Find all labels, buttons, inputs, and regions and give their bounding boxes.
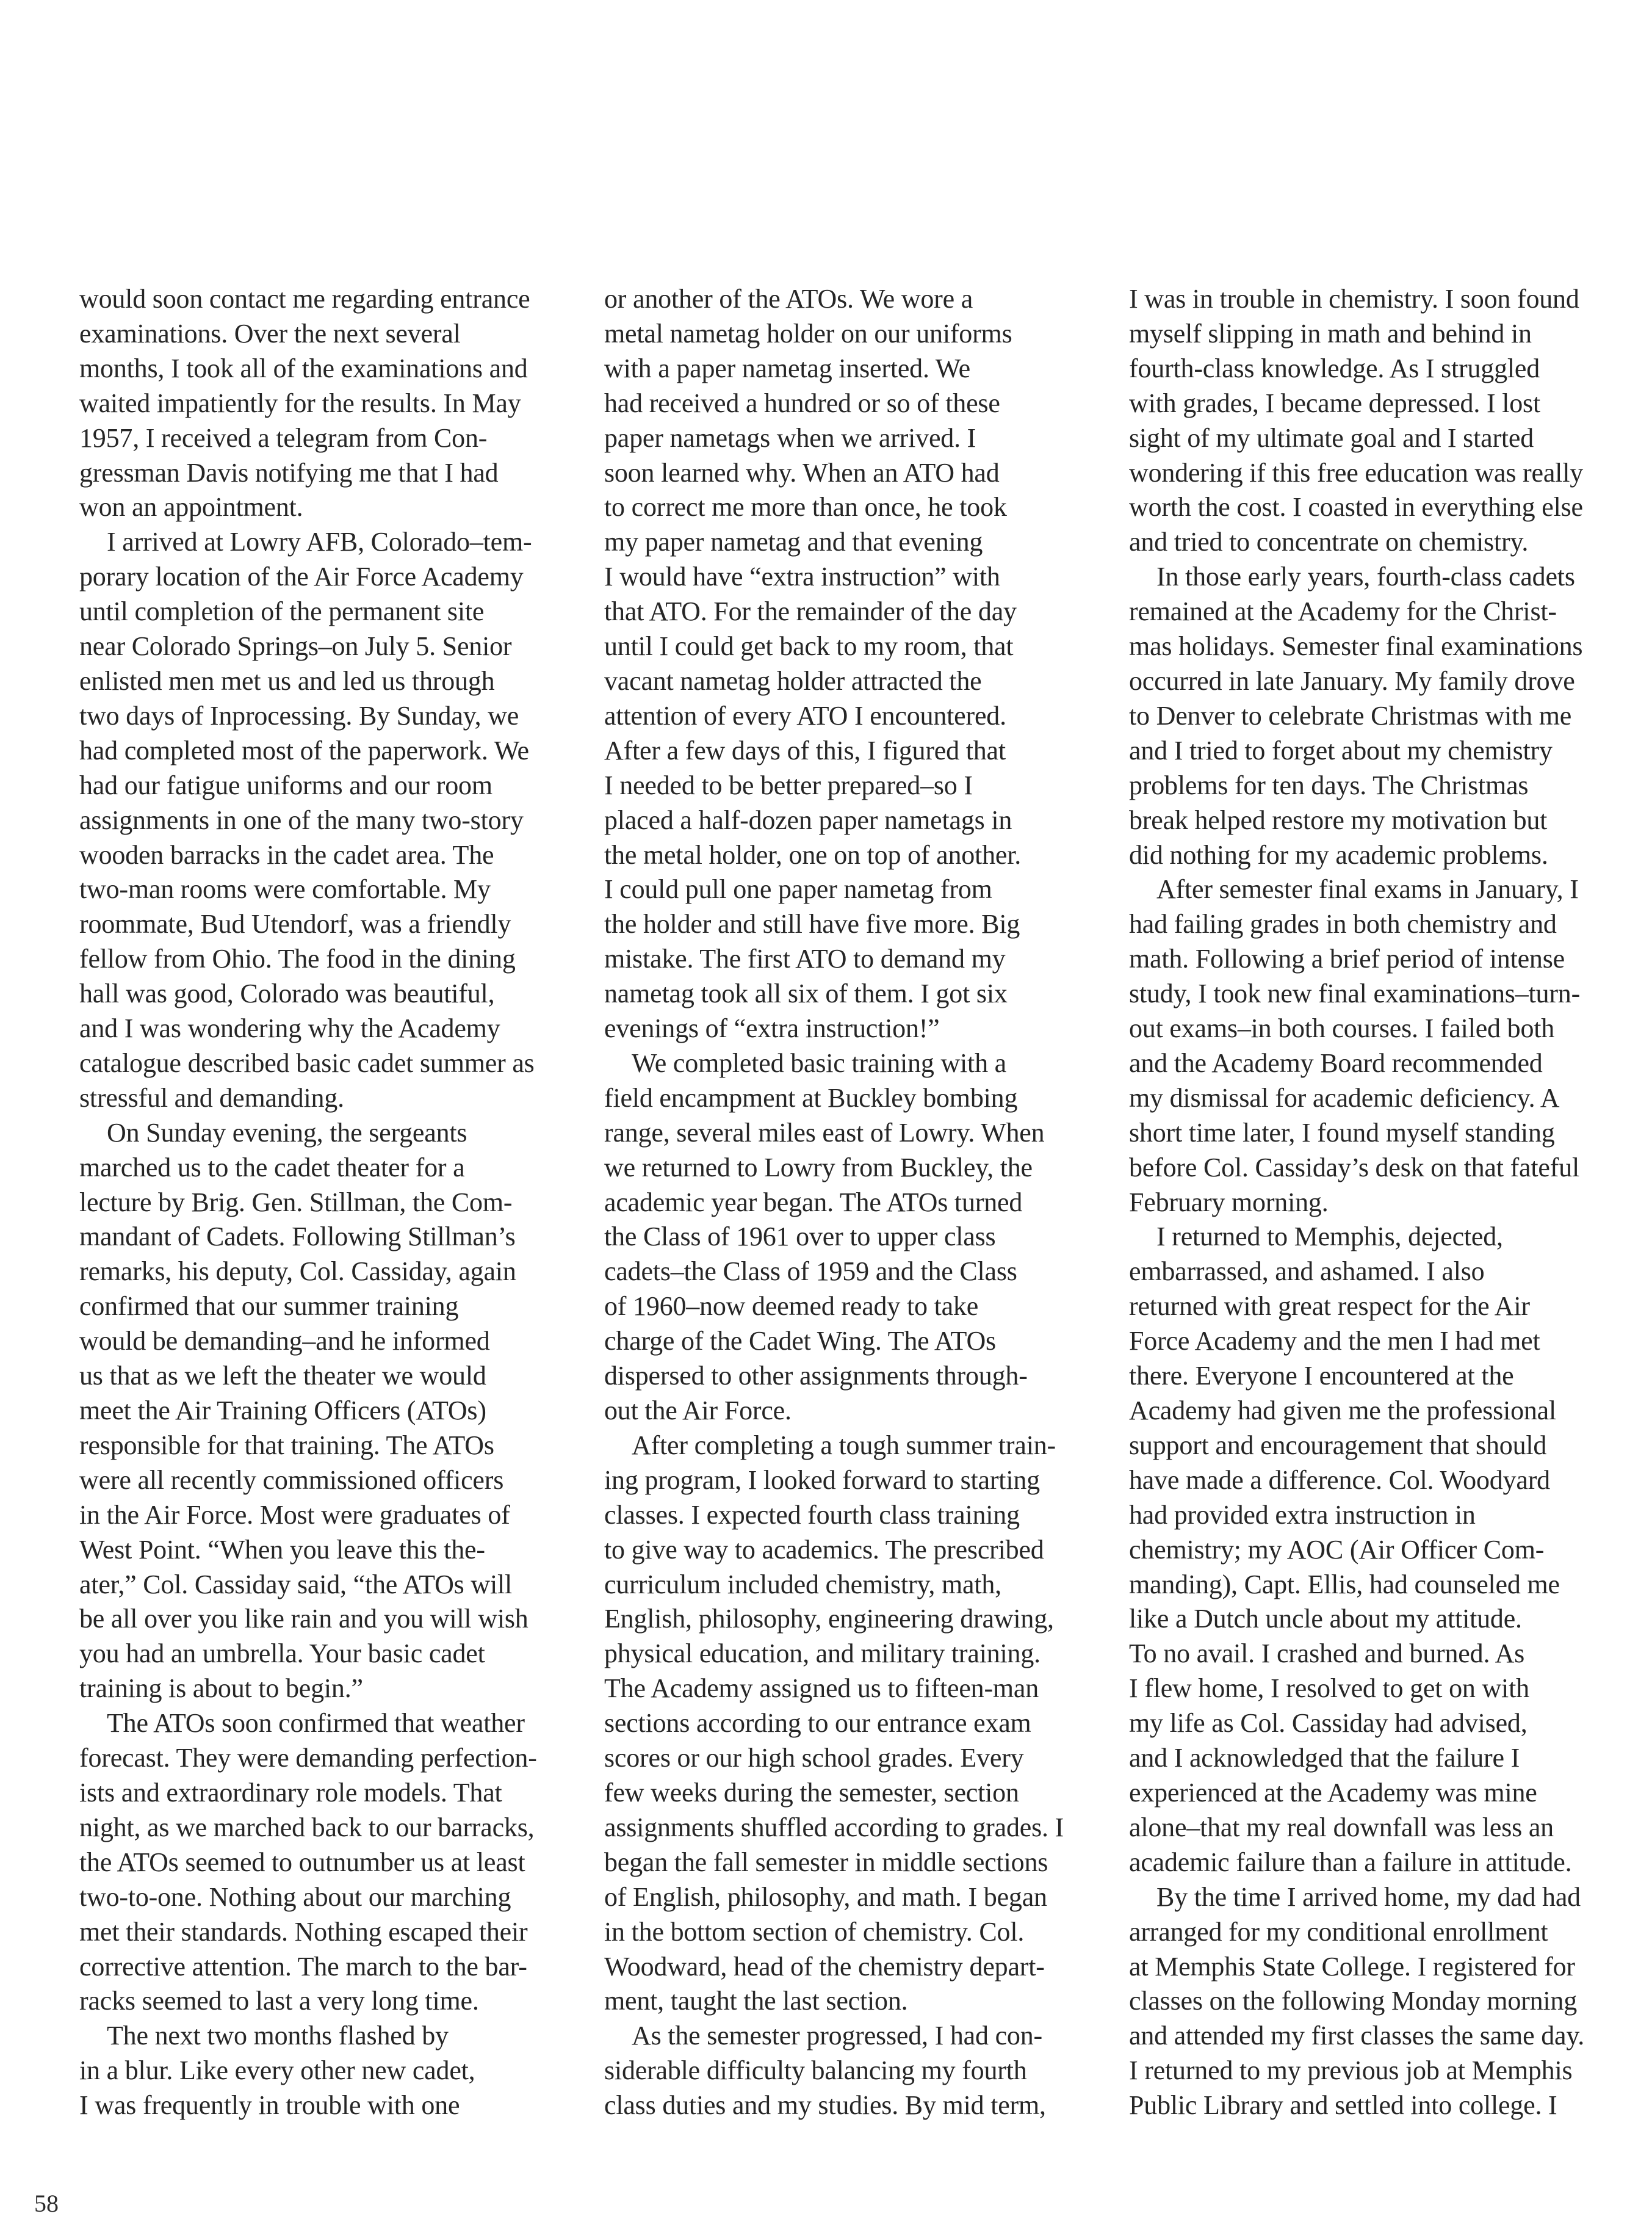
text-line: returned with great respect for the Air [1129,1291,1530,1322]
text-line: ater,” Col. Cassiday said, “the ATOs will [79,1569,513,1599]
text-line: to Denver to celebrate Christmas with me [1129,700,1572,731]
text-line: we returned to Lowry from Buckley, the [604,1152,1033,1182]
text-line: alone–that my real downfall was less an [1129,1812,1554,1842]
text-line: would soon contact me regarding entrance [79,284,530,314]
text-line: my life as Col. Cassiday had advised, [1129,1708,1528,1739]
text-line: in the Air Force. Most were graduates of [79,1499,510,1530]
text-line: before Col. Cassiday’s desk on that fateful [1129,1152,1580,1182]
text-line: arranged for my conditional enrollment [1129,1916,1548,1947]
text-line: dispersed to other assignments through- [604,1361,1028,1391]
text-line: and I was wondering why the Academy [79,1013,500,1044]
text-line: enlisted men met us and led us through [79,665,495,696]
text-line: fourth-class knowledge. As I struggled [1129,353,1540,383]
text-line: placed a half-dozen paper nametags in [604,805,1012,835]
text-line: academic year began. The ATOs turned [604,1187,1023,1217]
text-line: study, I took new final examinations–turn- [1129,979,1581,1009]
text-line: February morning. [1129,1187,1329,1217]
text-line: forecast. They were demanding perfection- [79,1743,537,1773]
text-line: be all over you like rain and you will wish [79,1604,528,1634]
text-line: charge of the Cadet Wing. The ATOs [604,1326,996,1356]
text-line: academic failure than a failure in attitude. [1129,1847,1572,1877]
text-line: short time later, I found myself standing [1129,1117,1555,1148]
text-line: and attended my first classes the same day. [1129,2021,1585,2051]
text-line: wondering if this free education was really [1129,457,1584,488]
text-line: By the time I arrived home, my dad had [1156,1881,1581,1912]
text-line: the Class of 1961 over to upper class [604,1222,996,1252]
text-line: fellow from Ohio. The food in the dining [79,944,516,974]
text-line: were all recently commissioned officers [79,1464,504,1495]
text-line: few weeks during the semester, section [604,1777,1019,1808]
text-line: The ATOs soon confirmed that weather [107,1708,525,1739]
text-line: training is about to begin.” [79,1673,363,1704]
text-line: two-to-one. Nothing about our marching [79,1881,511,1912]
text-line: nametag took all six of them. I got six [604,979,1008,1009]
text-line: out the Air Force. [604,1395,792,1425]
text-line: remained at the Academy for the Christ- [1129,596,1557,627]
text-line: evenings of “extra instruction!” [604,1013,940,1044]
text-line: or another of the ATOs. We wore a [604,284,973,314]
text-line: field encampment at Buckley bombing [604,1082,1018,1113]
text-line: myself slipping in math and behind in [1129,318,1532,349]
text-line: math. Following a brief period of intense [1129,944,1565,974]
text-line: I needed to be better prepared–so I [604,770,973,800]
text-line: vacant nametag holder attracted the [604,665,982,696]
text-line: with grades, I became depressed. I lost [1129,388,1540,418]
text-line: meet the Air Training Officers (ATOs) [79,1395,486,1425]
text-line: Force Academy and the men I had met [1129,1326,1540,1356]
text-line: After a few days of this, I figured that [604,735,1006,766]
text-line: had our fatigue uniforms and our room [79,770,492,800]
text-line: mas holidays. Semester final examinations [1129,631,1583,662]
text-line: scores or our high school grades. Every [604,1743,1024,1773]
text-line: there. Everyone I encountered at the [1129,1361,1514,1391]
page-number: 58 [34,2190,59,2217]
text-line: the holder and still have five more. Big [604,909,1020,939]
text-column-2 [604,282,1086,2123]
text-line: English, philosophy, engineering drawing, [604,1604,1054,1634]
text-line: waited impatiently for the results. In May [79,388,521,418]
text-line: with a paper nametag inserted. We [604,353,970,383]
text-line: until completion of the permanent site [79,596,485,627]
text-line: two-man rooms were comfortable. My [79,874,491,905]
text-line: and I acknowledged that the failure I [1129,1743,1520,1773]
text-line: curriculum included chemistry, math, [604,1569,1001,1599]
text-line: in the bottom section of chemistry. Col. [604,1916,1025,1947]
text-line: of English, philosophy, and math. I began [604,1881,1047,1912]
text-line: stressful and demanding. [79,1082,344,1113]
text-line: siderable difficulty balancing my fourth [604,2055,1027,2086]
text-line: and the Academy Board recommended [1129,1048,1543,1078]
text-line: After completing a tough summer train- [632,1430,1056,1460]
text-line: cadets–the Class of 1959 and the Class [604,1256,1017,1287]
text-line: night, as we marched back to our barracks, [79,1812,535,1842]
text-line: did nothing for my academic problems. [1129,839,1548,870]
text-line: I arrived at Lowry AFB, Colorado–tem- [107,527,532,557]
text-line: to give way to academics. The prescribed [604,1534,1044,1565]
text-line: had completed most of the paperwork. We [79,735,529,766]
text-line: range, several miles east of Lowry. When [604,1117,1045,1148]
text-line: I was in trouble in chemistry. I soon found [1129,284,1579,314]
text-line: wooden barracks in the cadet area. The [79,839,494,870]
text-line: hall was good, Colorado was beautiful, [79,979,495,1009]
text-line: We completed basic training with a [632,1048,1007,1078]
text-column-1 [79,282,561,2123]
text-line: ment, taught the last section. [604,1986,908,2016]
text-line: classes on the following Monday morning [1129,1986,1577,2016]
text-line: corrective attention. The march to the bar- [79,1951,527,1982]
text-line: responsible for that training. The ATOs [79,1430,494,1460]
text-line: To no avail. I crashed and burned. As [1129,1638,1525,1669]
text-line: experienced at the Academy was mine [1129,1777,1537,1808]
text-line: and I tried to forget about my chemistry [1129,735,1553,766]
text-line: the ATOs seemed to outnumber us at least [79,1847,525,1877]
text-line: break helped restore my motivation but [1129,805,1548,835]
text-line: had provided extra instruction in [1129,1499,1476,1530]
text-line: 1957, I received a telegram from Con- [79,422,488,453]
text-line: chemistry; my AOC (Air Officer Com- [1129,1534,1545,1565]
text-line: catalogue described basic cadet summer as [79,1048,535,1078]
text-line: paper nametags when we arrived. I [604,422,976,453]
text-line: worth the cost. I coasted in everything else [1129,492,1583,523]
text-line: I would have “extra instruction” with [604,562,1000,592]
text-line: would be demanding–and he informed [79,1326,490,1356]
text-line: racks seemed to last a very long time. [79,1986,479,2016]
text-line: us that as we left the theater we would [79,1361,486,1391]
text-line: The Academy assigned us to fifteen-man [604,1673,1039,1704]
text-line: met their standards. Nothing escaped their [79,1916,528,1947]
text-line: mandant of Cadets. Following Stillman’s [79,1222,516,1252]
text-line: classes. I expected fourth class training [604,1499,1020,1530]
text-line: that ATO. For the remainder of the day [604,596,1017,627]
text-line: porary location of the Air Force Academy [79,562,524,592]
text-line: manding), Capt. Ellis, had counseled me [1129,1569,1560,1599]
text-line: assignments shuffled according to grades. I [604,1812,1064,1842]
text-line: In those early years, fourth-class cadets [1156,562,1575,592]
text-line: out exams–in both courses. I failed both [1129,1013,1555,1044]
text-line: On Sunday evening, the sergeants [107,1117,467,1148]
text-line: occurred in late January. My family drove [1129,665,1575,696]
text-column-3 [1129,282,1611,2123]
text-line: soon learned why. When an ATO had [604,457,1000,488]
text-line: until I could get back to my room, that [604,631,1014,662]
text-line: won an appointment. [79,492,303,523]
text-line: I returned to my previous job at Memphis [1129,2055,1573,2086]
text-line: my dismissal for academic deficiency. A [1129,1082,1560,1113]
text-line: As the semester progressed, I had con- [632,2021,1042,2051]
text-line: near Colorado Springs–on July 5. Senior [79,631,512,662]
text-line: physical education, and military training. [604,1638,1041,1669]
text-line: I returned to Memphis, dejected, [1156,1222,1503,1252]
text-line: support and encouragement that should [1129,1430,1547,1460]
text-line: had received a hundred or so of these [604,388,1000,418]
text-line: problems for ten days. The Christmas [1129,770,1529,800]
text-line: months, I took all of the examinations and [79,353,528,383]
text-line: West Point. “When you leave this the- [79,1534,485,1565]
text-line: began the fall semester in middle sections [604,1847,1048,1877]
text-line: confirmed that our summer training [79,1291,459,1322]
text-line: mistake. The first ATO to demand my [604,944,1006,974]
text-line: I flew home, I resolved to get on with [1129,1673,1529,1704]
text-line: I could pull one paper nametag from [604,874,992,905]
text-line: have made a difference. Col. Woodyard [1129,1464,1550,1495]
text-line: sections according to our entrance exam [604,1708,1031,1739]
text-line: two days of Inprocessing. By Sunday, we [79,700,519,731]
text-line: metal nametag holder on our uniforms [604,318,1012,349]
text-line: had failing grades in both chemistry and [1129,909,1557,939]
text-line: Academy had given me the professional [1129,1395,1557,1425]
text-line: to correct me more than once, he took [604,492,1007,523]
text-line: The next two months flashed by [107,2021,449,2051]
text-line: Public Library and settled into college. I [1129,2090,1557,2121]
text-line: embarrassed, and ashamed. I also [1129,1256,1485,1287]
text-line: my paper nametag and that evening [604,527,983,557]
text-line: remarks, his deputy, Col. Cassiday, again [79,1256,516,1287]
text-line: ing program, I looked forward to starting [604,1464,1040,1495]
text-line: ists and extraordinary role models. That [79,1777,502,1808]
text-line: examinations. Over the next several [79,318,461,349]
text-line: and tried to concentrate on chemistry. [1129,527,1529,557]
text-line: like a Dutch uncle about my attitude. [1129,1604,1522,1634]
text-line: in a blur. Like every other new cadet, [79,2055,475,2086]
text-line: attention of every ATO I encountered. [604,700,1006,731]
text-line: I was frequently in trouble with one [79,2090,460,2121]
text-line: class duties and my studies. By mid term, [604,2090,1046,2121]
text-line: assignments in one of the many two-story [79,805,524,835]
text-line: After semester final exams in January, I [1156,874,1579,905]
text-line: at Memphis State College. I registered for [1129,1951,1575,1982]
text-line: of 1960–now deemed ready to take [604,1291,979,1322]
text-line: sight of my ultimate goal and I started [1129,422,1534,453]
text-line: roommate, Bud Utendorf, was a friendly [79,909,511,939]
text-line: lecture by Brig. Gen. Stillman, the Com- [79,1187,513,1217]
text-line: gressman Davis notifying me that I had [79,457,499,488]
text-line: you had an umbrella. Your basic cadet [79,1638,485,1669]
text-line: the metal holder, one on top of another. [604,839,1022,870]
text-line: marched us to the cadet theater for a [79,1152,465,1182]
text-line: Woodward, head of the chemistry depart- [604,1951,1045,1982]
